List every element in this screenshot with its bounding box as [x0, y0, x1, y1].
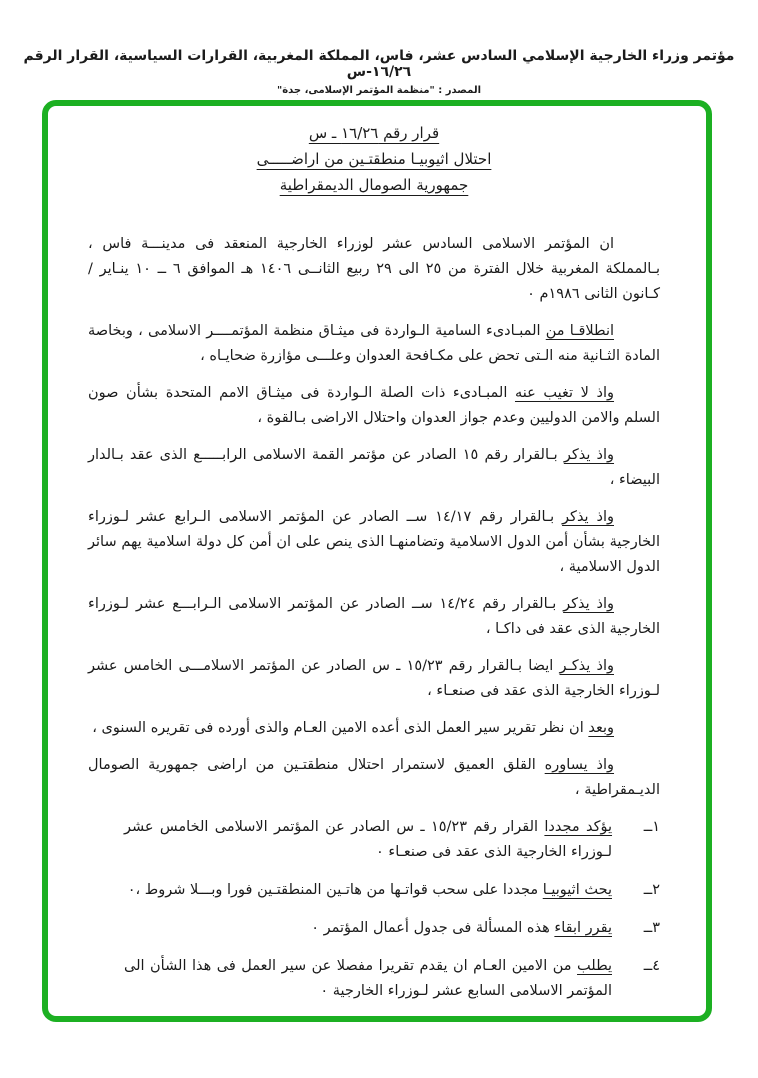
- item-rest: من الامين العـام ان يقدم تقريرا مفصلا عن سير العمل فى هذا الشأن الى المؤتمر الاسلامى السابع عشر لـوزراء الخارجية ٠: [124, 958, 612, 999]
- resolution-item-3: [88, 916, 660, 941]
- title-line-subject-1: احتلال اثيوبيـا منطقتـين من اراضـــــى: [256, 150, 492, 168]
- paragraph-text: بـالقرار رقم ١٤/٢٤ ســ الصادر عن المؤتمر الاسلامى الـرابـــع عشر لـوزراء الخارجية الذى عقد فى داكـا ،: [88, 596, 660, 637]
- paragraph-preamble-4: [88, 443, 660, 493]
- item-rest: مجددا على سحب قواتـها من هاتـين المنطقتـين فورا وبـــلا شروط ،٠: [127, 882, 539, 898]
- paragraph-lead: واذ يذكر: [563, 596, 614, 612]
- paragraph-preamble-2: [88, 319, 660, 369]
- paragraph-lead: انطلاقـا من: [545, 323, 615, 339]
- title-block: [88, 120, 660, 198]
- paragraph-preamble-6: [88, 592, 660, 642]
- paragraph-text: المبـادىء السامية الـواردة فى ميثـاق منظمة المؤتمــــر الاسلامى ، وبخاصة المادة الثـانية منه الـتى تحض على مكـافحة العدوان وعلـــى مؤازرة ضحايـاه ،: [88, 323, 660, 364]
- item-lead: يؤكد مجددا: [544, 819, 613, 835]
- end-rule: [279, 1020, 469, 1022]
- paragraph-lead: واذ يذكـر: [559, 658, 614, 674]
- paragraph-text: ان نظر تقرير سير العمل الذى أعده الامين العـام والذى أورده فى تقريره السنوى ،: [92, 720, 584, 736]
- page-header: [0, 0, 758, 96]
- resolution-item-4: [88, 954, 660, 1004]
- paragraph-lead: واذ لا تغيب عنه: [514, 385, 615, 401]
- paragraph-text: بـالقرار رقم ١٥ الصادر عن مؤتمر القمة الاسلامى الرابـــــع الذى عقد بـالدار البيضاء ،: [88, 447, 660, 488]
- title-line-subject-2: جمهورية الصومال الديمقراطية: [279, 176, 469, 194]
- paragraph-text: بـالقرار رقم ١٤/١٧ ســ الصادر عن المؤتمر الاسلامى الـرابع عشر لـوزراء الخارجية بشأن أمن الدول الاسلامية وتضامنهـا الذى ينص على ان أمن كل دولة اسلامية يهم سائر الدول الاسلامية ،: [88, 509, 660, 575]
- paragraph-preamble-3: [88, 381, 660, 431]
- paragraph-lead: وبعد: [588, 720, 614, 736]
- item-number: ٣ــ: [643, 920, 660, 936]
- item-lead: يطلب: [577, 958, 612, 974]
- item-lead: يحث اثيوبيـا: [542, 882, 612, 898]
- title-line-resolution-number: قرار رقم ١٦/٢٦ ـ س: [308, 124, 440, 142]
- paragraph-preamble-8: [88, 716, 660, 741]
- item-text: [88, 916, 612, 941]
- operative-items: [88, 815, 660, 1004]
- resolution-frame: [42, 100, 712, 1022]
- paragraph-lead: واذ يذكر: [562, 509, 614, 525]
- item-text: [88, 815, 612, 865]
- item-lead: يقرر ابقاء: [554, 920, 612, 936]
- paragraph-text: القلق العميق لاستمرار احتلال منطقتـين من اراضى جمهورية الصومال الديـمقراطية ،: [88, 757, 660, 798]
- item-text: [88, 878, 612, 903]
- paragraph-preamble-1: [88, 232, 660, 307]
- item-rest: القرار رقم ١٥/٢٣ ـ س الصادر عن المؤتمر الاسلامى الخامس عشر لـوزراء الخارجية الذى عقد فى صنعـاء ٠: [124, 819, 612, 860]
- paragraph-text: ايضا بـالقرار رقم ١٥/٢٣ ـ س الصادر عن المؤتمر الاسلامـــى الخامس عشر لـوزراء الخارجية الذى عقد فى صنعـاء ،: [88, 658, 660, 699]
- paragraph-lead: واذ يذكر: [563, 447, 615, 463]
- item-number: ٤ــ: [643, 958, 660, 974]
- item-number: ٢ــ: [643, 882, 660, 898]
- paragraph-preamble-5: [88, 505, 660, 580]
- item-rest: هذه المسألة فى جدول أعمال المؤتمر ٠: [311, 920, 550, 936]
- paragraph-text: ان المؤتمر الاسلامى السادس عشر لوزراء الخارجية المنعقد فى مدينـــة فاس ، بـالمملكة المغربية خلال الفترة من ٢٥ الى ٢٩ ربيع الثانــى ١٤٠٦ هـ الموافق ٦ ــ ١٠ ينـاير / كـانون الثانى ١٩٨٦م ٠: [88, 236, 660, 302]
- item-number: ١ــ: [643, 819, 660, 835]
- paragraph-text: المبـادىء ذات الصلة الـواردة فى ميثـاق الامم المتحدة بشأن صون السلم والامن الدوليين وعدم جواز العدوان واحتلال الاراضى بـالقوة ،: [88, 385, 660, 426]
- paragraph-lead: واذ يساوره: [544, 757, 615, 773]
- document-body: [88, 232, 660, 1022]
- resolution-item-2: [88, 878, 660, 903]
- resolution-item-1: [88, 815, 660, 865]
- document-source-line: المصدر : "منظمة المؤتمر الإسلامى، جدة": [276, 85, 481, 96]
- paragraph-preamble-9: [88, 753, 660, 803]
- document-citation-line: مؤتمر وزراء الخارجية الإسلامي السادس عشر، فاس، المملكة المغربية، القرارات السياسية، القرار الرقم ١٦/٢٦-س: [23, 48, 735, 80]
- item-text: [88, 954, 612, 1004]
- paragraph-preamble-7: [88, 654, 660, 704]
